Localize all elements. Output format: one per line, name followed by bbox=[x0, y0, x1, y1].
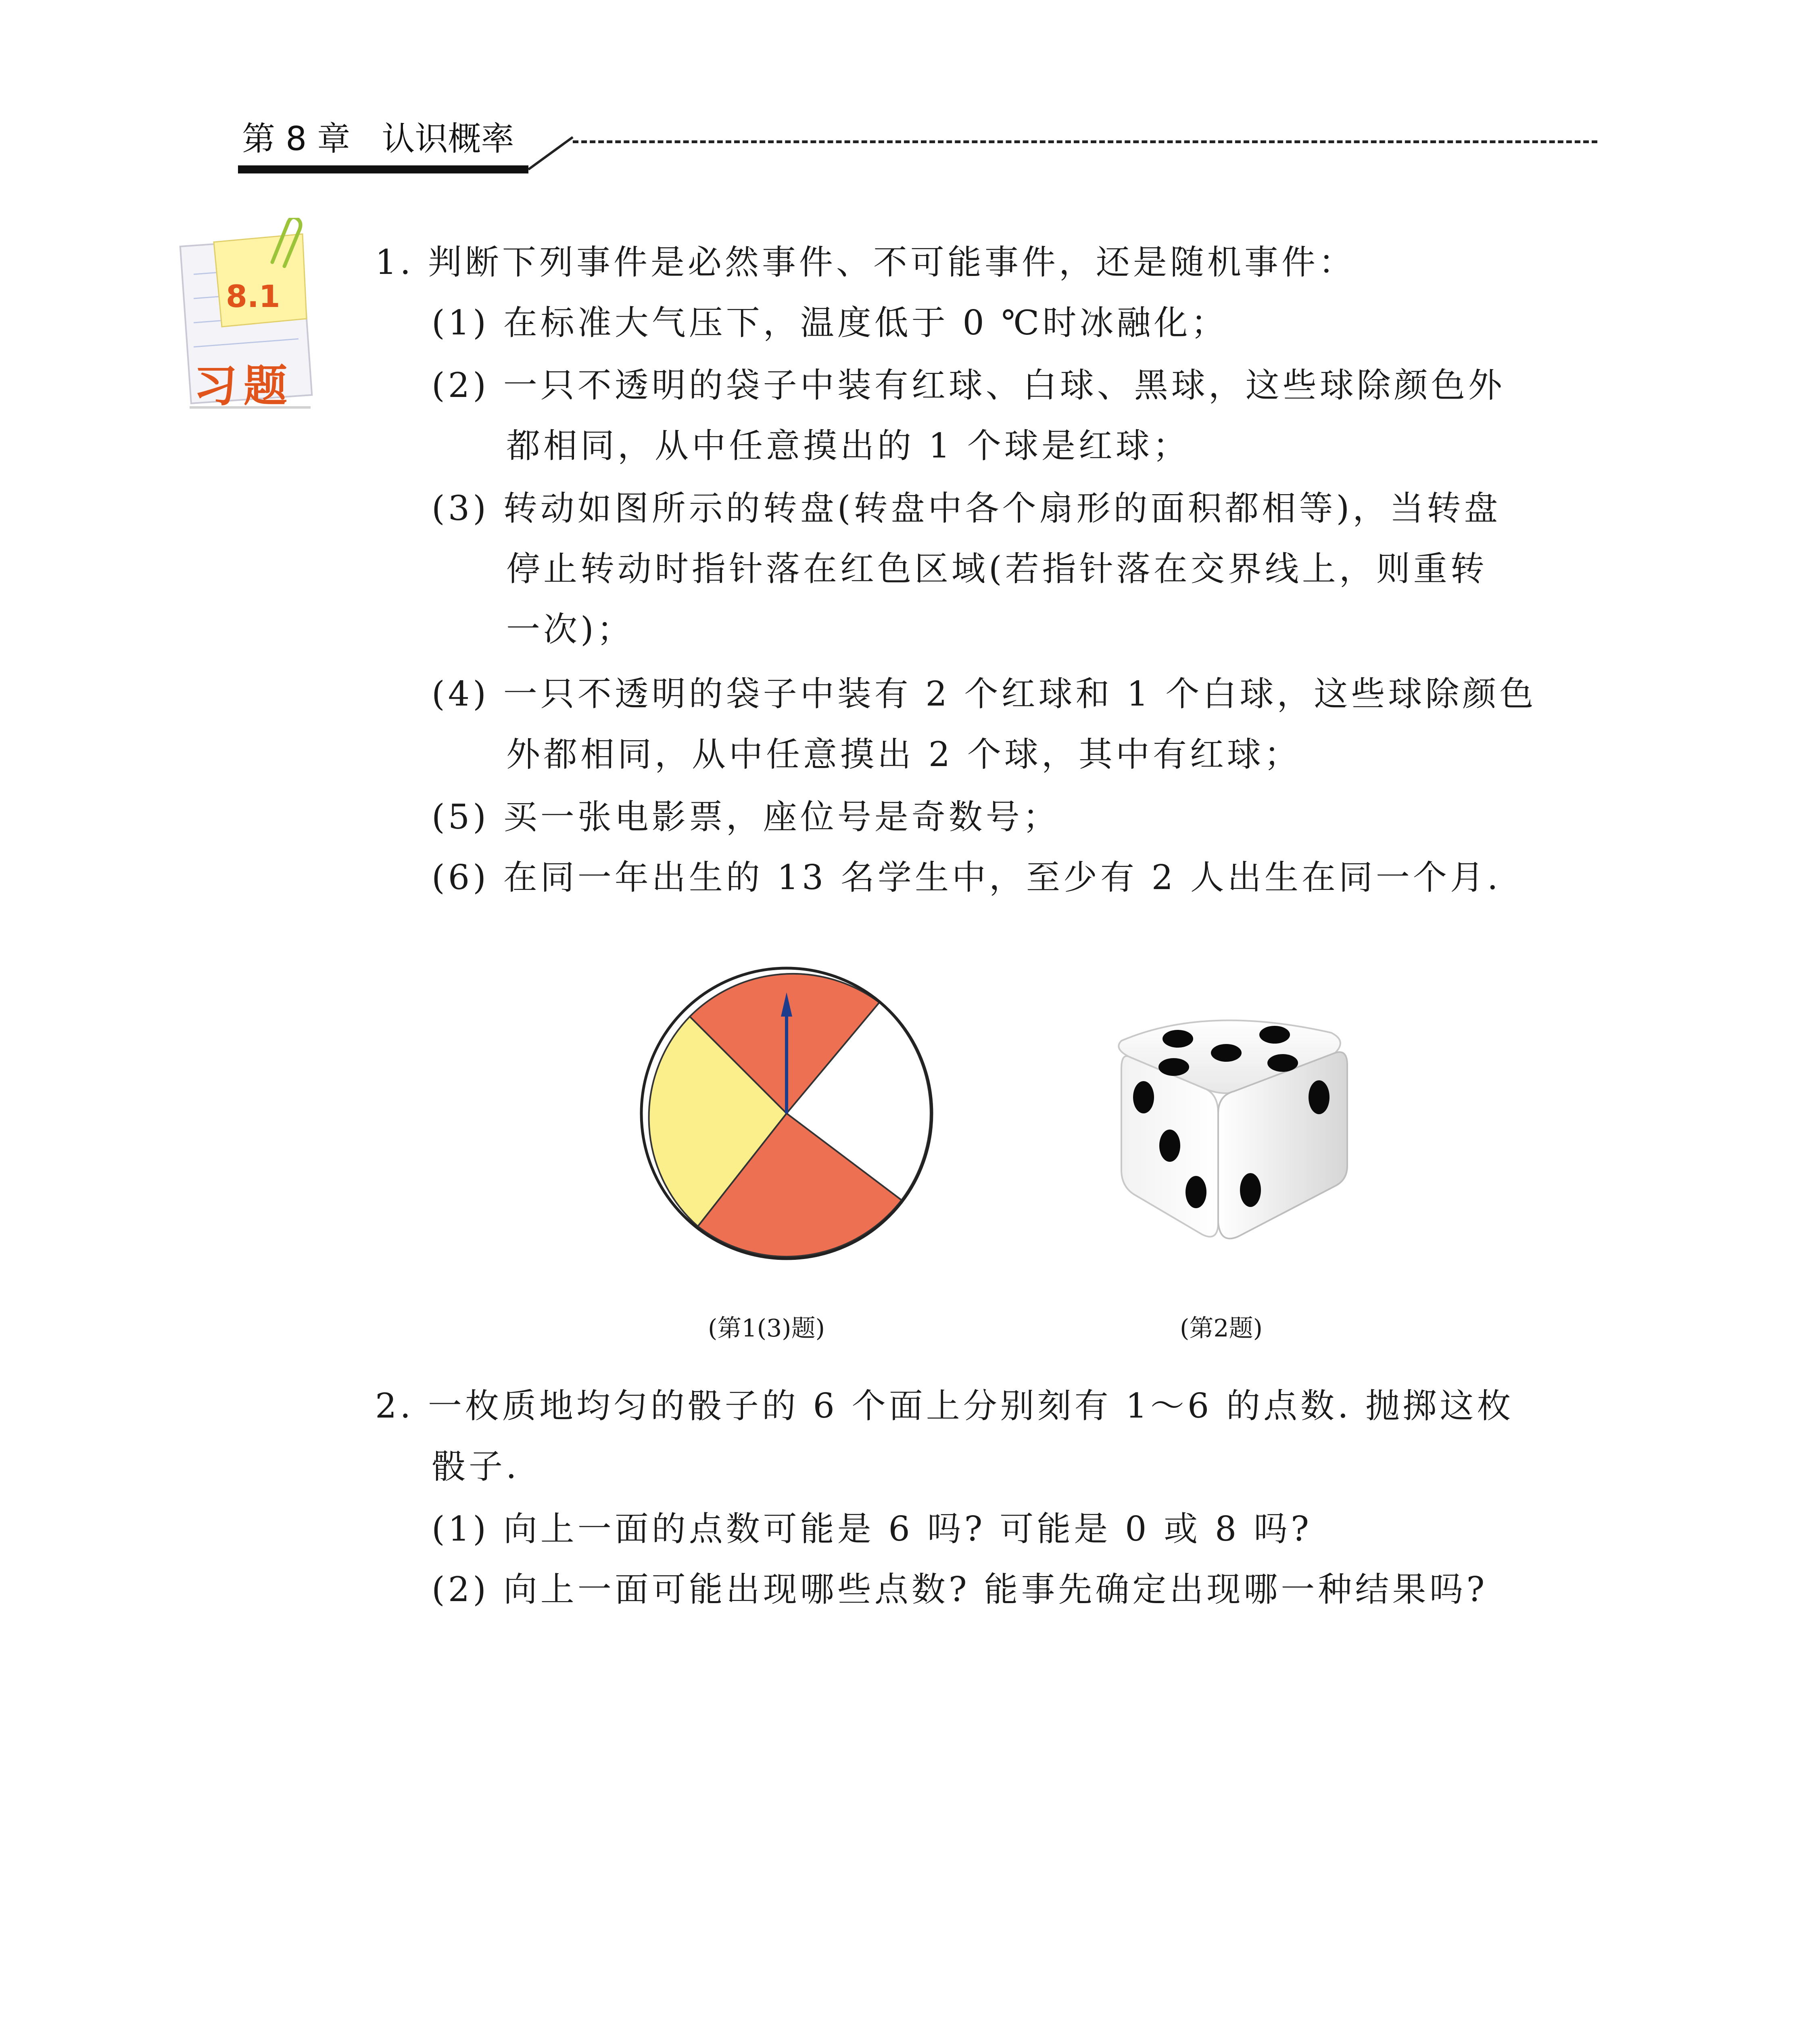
die-pip bbox=[1158, 1058, 1189, 1076]
q1-item-6: (6) 在同一年出生的 13 名学生中，至少有 2 人出生在同一个月. bbox=[432, 858, 1501, 897]
q1-item-3: (3) 转动如图所示的转盘(转盘中各个扇形的面积都相等)，当转盘 bbox=[432, 489, 1501, 528]
q1-item-4: (4) 一只不透明的袋子中装有 2 个红球和 1 个白球，这些球除颜色 bbox=[432, 674, 1537, 714]
question-2-stem: 2. 一枚质地均匀的骰子的 6 个面上分别刻有 1～6 的点数. 抛掷这枚 bbox=[375, 1386, 1514, 1426]
die-pip bbox=[1240, 1173, 1261, 1207]
exercise-number: 8.1 bbox=[226, 278, 280, 314]
die-pip bbox=[1186, 1176, 1206, 1208]
q1-item-3-cont2: 一次)； bbox=[506, 610, 634, 649]
die-pip bbox=[1133, 1081, 1154, 1113]
die-pip bbox=[1163, 1030, 1193, 1048]
exercise-label: 习题 bbox=[194, 361, 294, 411]
question-1-stem: 1. 判断下列事件是必然事件、不可能事件，还是随机事件： bbox=[375, 242, 1356, 282]
die-pip bbox=[1159, 1130, 1180, 1162]
spinner-caption: (第1(3)题) bbox=[708, 1314, 825, 1343]
die-pip bbox=[1267, 1054, 1298, 1072]
header-slash bbox=[524, 129, 577, 173]
die-icon bbox=[1119, 1020, 1347, 1238]
spinner-figure bbox=[629, 964, 944, 1271]
die-pip bbox=[1211, 1044, 1242, 1062]
q1-item-2: (2) 一只不透明的袋子中装有红球、白球、黑球，这些球除颜色外 bbox=[432, 365, 1505, 405]
q1-item-3-cont: 停止转动时指针落在红色区域(若指针落在交界线上，则重转 bbox=[506, 549, 1488, 589]
header-dashed-rule bbox=[573, 140, 1597, 143]
question-2-stem-cont: 骰子. bbox=[432, 1447, 520, 1486]
chapter-header bbox=[242, 117, 514, 161]
dice-figure bbox=[1105, 996, 1355, 1255]
header-underline bbox=[238, 165, 528, 173]
chapter-title: 认识概率 bbox=[382, 120, 514, 158]
dice-caption: (第2题) bbox=[1180, 1314, 1263, 1343]
chapter-number: 第 8 章 bbox=[242, 120, 351, 158]
q1-item-4-cont: 外都相同，从中任意摸出 2 个球，其中有红球； bbox=[506, 735, 1301, 774]
die-pip bbox=[1309, 1080, 1330, 1114]
q2-item-1: (1) 向上一面的点数可能是 6 吗? 可能是 0 或 8 吗? bbox=[432, 1509, 1312, 1549]
die-pip bbox=[1259, 1026, 1290, 1044]
q1-item-2-cont: 都相同，从中任意摸出的 1 个球是红球； bbox=[506, 426, 1190, 466]
q1-item-5: (5) 买一张电影票，座位号是奇数号； bbox=[432, 797, 1060, 837]
q1-item-1: (1) 在标准大气压下，温度低于 0 ℃时冰融化； bbox=[432, 303, 1228, 342]
q2-item-2: (2) 向上一面可能出现哪些点数? 能事先确定出现哪一种结果吗? bbox=[432, 1570, 1488, 1609]
